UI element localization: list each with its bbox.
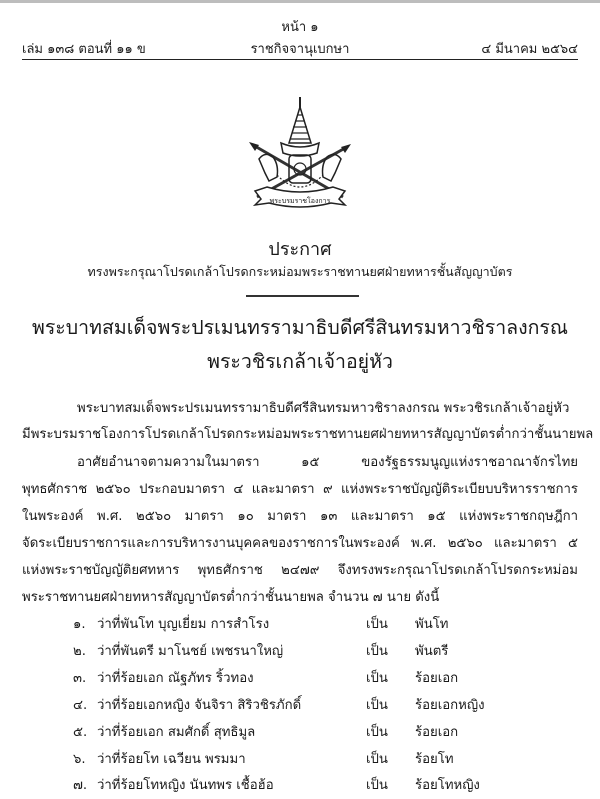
be-label: เป็น	[366, 644, 388, 659]
appointment-row	[0, 667, 600, 689]
item-number: ๔.	[73, 698, 88, 713]
appointment-row	[0, 694, 600, 716]
page-number: หน้า ๑	[281, 20, 319, 35]
page-top-border	[0, 0, 600, 3]
publication-date: ๔ มีนาคม ๒๕๖๔	[481, 42, 578, 57]
body-line: อาศัยอำนาจตามความในมาตรา ๑๕ ของรัฐธรรมนูญแห่งราชอาณาจักรไทย	[77, 455, 578, 470]
title-divider	[246, 295, 359, 297]
be-label: เป็น	[366, 725, 388, 740]
appointee-name: ว่าที่ร้อยเอก สมศักดิ์ สุทธิมูล	[97, 725, 256, 740]
header-rule	[22, 59, 578, 60]
body-line: มีพระบรมราชโองการโปรดเกล้าโปรดกระหม่อมพระราชทานยศฝ่ายทหารสัญญาบัตรต่ำกว่าชั้นนายพล	[22, 427, 594, 442]
appointment-row	[0, 774, 600, 796]
appointment-row	[0, 721, 600, 743]
appointee-name: ว่าที่ร้อยเอกหญิง จันจิรา สิริวชิรภักดิ์	[97, 698, 302, 713]
appointee-name: ว่าที่ร้อยโท เฉวียน พรมมา	[97, 752, 246, 767]
king-name-line2: พระวชิรเกล้าเจ้าอยู่หัว	[207, 350, 393, 373]
item-number: ๕.	[73, 725, 88, 740]
item-number: ๗.	[73, 778, 88, 793]
new-rank: ร้อยโท	[415, 752, 454, 767]
be-label: เป็น	[366, 752, 388, 767]
body-line: ในพระองค์ พ.ศ. ๒๕๖๐ มาตรา ๑๐ มาตรา ๑๓ และมาตรา ๑๕ แห่งพระราชกฤษฎีกา	[22, 509, 578, 524]
body-line: จัดระเบียบราชการและการบริหารงานบุคคลของราชการในพระองค์ พ.ศ. ๒๕๖๐ และมาตรา ๕	[22, 536, 578, 551]
royal-emblem-icon	[225, 95, 375, 215]
new-rank: ร้อยโทหญิง	[415, 778, 480, 793]
be-label: เป็น	[366, 671, 388, 686]
announcement-title: ประกาศ	[268, 239, 332, 260]
new-rank: ร้อยเอกหญิง	[415, 698, 485, 713]
volume-issue: เล่ม ๑๓๘ ตอนที่ ๑๑ ข	[22, 42, 146, 57]
be-label: เป็น	[366, 778, 388, 793]
new-rank: ร้อยเอก	[415, 671, 459, 686]
item-number: ๑.	[73, 617, 86, 632]
new-rank: พันตรี	[415, 644, 449, 659]
appointment-row	[0, 748, 600, 770]
announcement-subtitle: ทรงพระกรุณาโปรดเกล้าโปรดกระหม่อมพระราชทานยศฝ่ายทหารชั้นสัญญาบัตร	[87, 264, 513, 279]
body-line: พระราชทานยศฝ่ายทหารสัญญาบัตรต่ำกว่าชั้นนายพล จำนวน ๗ นาย ดังนี้	[22, 590, 440, 605]
appointment-row	[0, 613, 600, 635]
item-number: ๓.	[73, 671, 87, 686]
king-name-line1: พระบาทสมเด็จพระปรเมนทรรามาธิบดีศรีสินทรมหาวชิราลงกรณ	[31, 316, 568, 339]
body-line: แห่งพระราชบัญญัติยศทหาร พุทธศักราช ๒๔๗๙ จึงทรงพระกรุณาโปรดเกล้าโปรดกระหม่อม	[22, 563, 578, 578]
appointee-name: ว่าที่พันโท บุญเยี่ยม การสำโรง	[97, 617, 270, 632]
svg-text:พระบรมราชโองการ: พระบรมราชโองการ	[269, 197, 331, 205]
item-number: ๒.	[73, 644, 86, 659]
appointee-name: ว่าที่ร้อยโทหญิง นันทพร เชื้อฮ้อ	[97, 778, 274, 793]
publication-name: ราชกิจจานุเบกษา	[250, 42, 350, 57]
appointment-row	[0, 640, 600, 662]
body-line: พระบาทสมเด็จพระปรเมนทรรามาธิบดีศรีสินทรมหาวชิราลงกรณ พระวชิรเกล้าเจ้าอยู่หัว	[77, 401, 570, 416]
new-rank: ร้อยเอก	[415, 725, 459, 740]
new-rank: พันโท	[415, 617, 449, 632]
be-label: เป็น	[366, 617, 388, 632]
be-label: เป็น	[366, 698, 388, 713]
item-number: ๖.	[73, 752, 86, 767]
appointee-name: ว่าที่ร้อยเอก ณัฐภัทร ริ้วทอง	[97, 671, 254, 686]
body-line: พุทธศักราช ๒๕๖๐ ประกอบมาตรา ๔ และมาตรา ๙ แห่งพระราชบัญญัติระเบียบบริหารราชการ	[22, 482, 578, 497]
appointee-name: ว่าที่พันตรี มาโนชย์ เพชรนาใหญ่	[97, 644, 284, 659]
